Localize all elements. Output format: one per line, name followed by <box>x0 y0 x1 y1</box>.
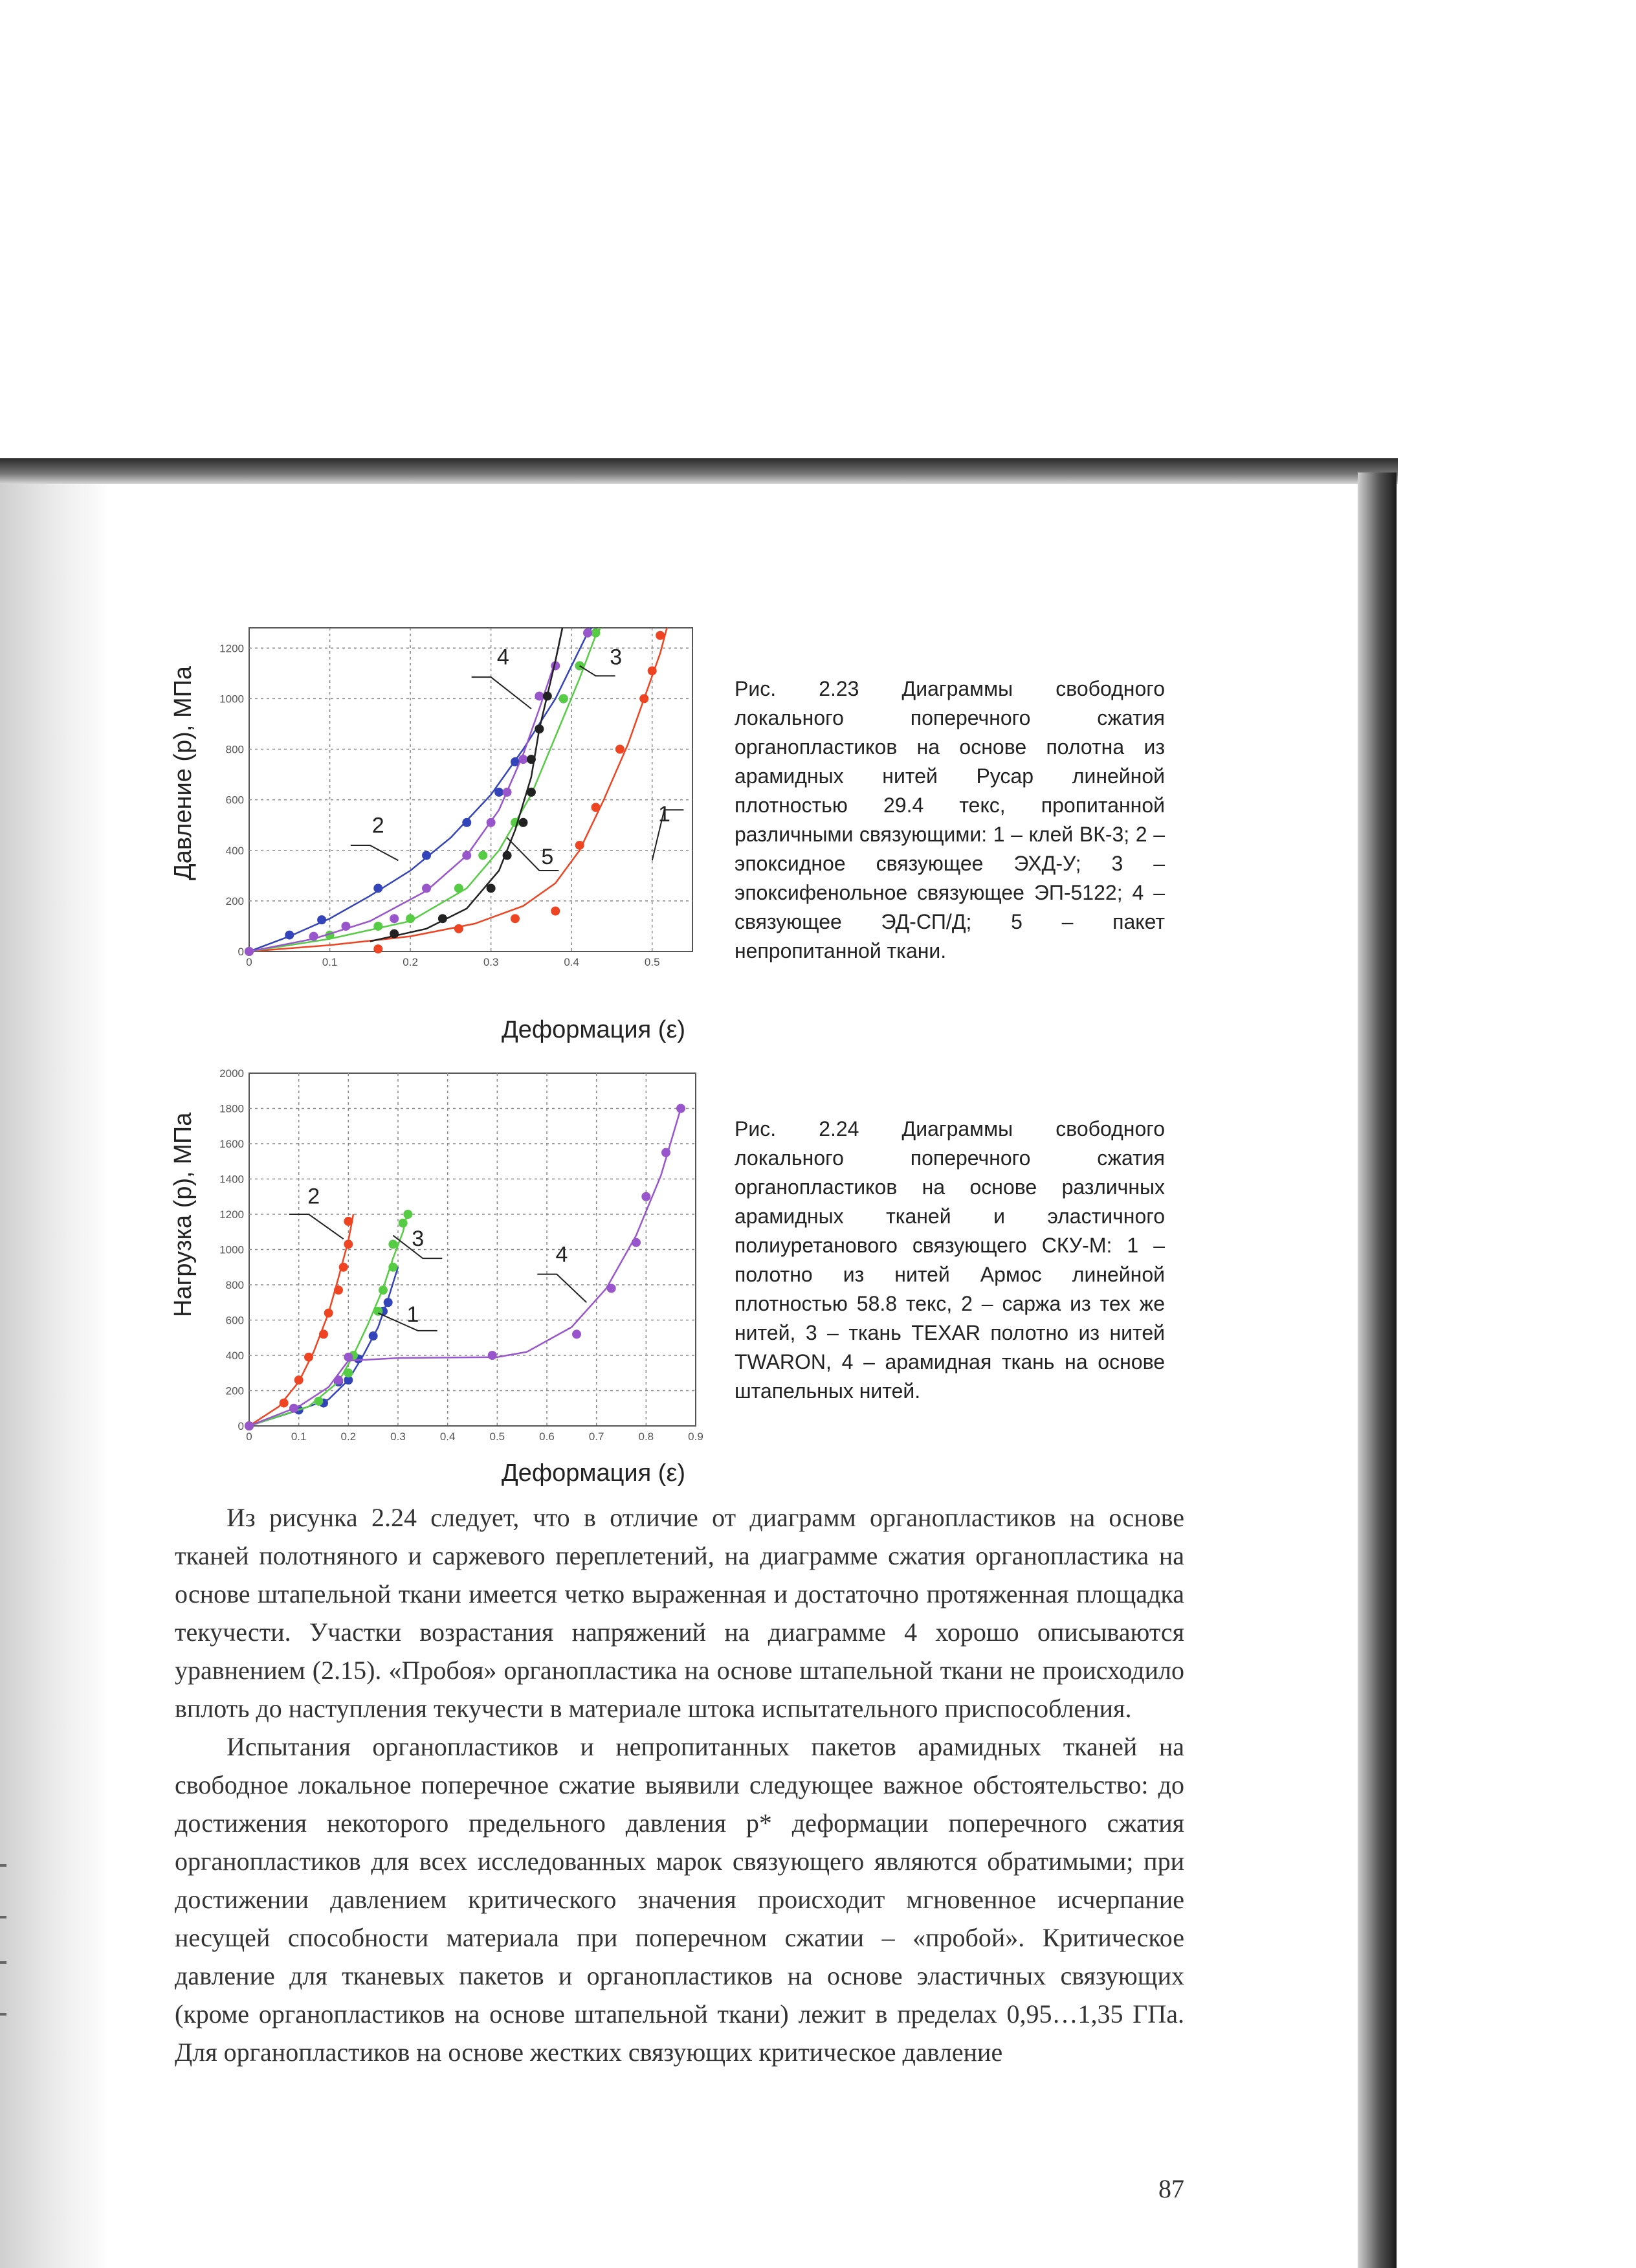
series-2-point <box>285 931 294 940</box>
series-4-point <box>518 755 527 764</box>
series-4-point <box>341 922 350 931</box>
series-5-point <box>390 929 399 939</box>
y-tick-label: 200 <box>225 1384 244 1397</box>
series-2-point <box>319 1329 328 1339</box>
y-tick-label: 600 <box>225 1314 244 1327</box>
series-3-point <box>388 1263 397 1272</box>
series-3-point <box>403 1210 412 1219</box>
series-3-point <box>591 628 601 638</box>
figure-2-24-chart <box>162 1068 718 1495</box>
paragraph: Из рисунка 2.24 следует, что в отличие от диаграмм органопластиков на основе тканей полотняного и саржевого переплетений, на диаграмме сжатия органопластика на основе штапельной ткани имеется четко выраженная и достаточно протяженная площадка текучести. Участки возрастания напряжений на диаграмме 4 хорошо описываются уравнением (2.15). «Пробоя» органопластика на основе штапельной ткани не происходило вплоть до наступления текучести в материале штока испытательного приспособления. <box>175 1503 1184 1723</box>
body-text <box>175 1498 1184 2071</box>
curve-label: 2 <box>371 813 384 838</box>
figure-2-23-chart <box>162 621 718 1062</box>
series-2-point <box>304 1353 313 1362</box>
series-4-point <box>487 818 496 827</box>
series-4-point <box>245 947 254 956</box>
series-1-point <box>369 1331 378 1340</box>
curve-label: 2 <box>307 1184 320 1209</box>
series-2-point <box>294 1375 304 1384</box>
y-tick-label: 1200 <box>219 1208 244 1221</box>
series-3-point <box>559 694 568 703</box>
scan-marks <box>0 1864 9 2058</box>
curve-label: 3 <box>610 645 623 670</box>
series-1-point <box>373 944 382 953</box>
curve-label: 4 <box>555 1242 568 1267</box>
y-axis-title: Давление (р), МПа <box>170 665 197 880</box>
series-5-point <box>438 914 447 923</box>
series-2-point <box>373 884 382 893</box>
series-4-point <box>289 1404 298 1413</box>
curve-label: 1 <box>406 1302 419 1328</box>
series-5-point <box>527 755 536 764</box>
curve-label: 5 <box>541 845 554 870</box>
series-2-point <box>422 851 431 860</box>
series-3-point <box>478 851 487 860</box>
series-4-point <box>676 1104 685 1113</box>
x-tick-label: 0 <box>246 956 252 968</box>
series-2-point <box>317 915 326 924</box>
series-4-point <box>583 628 592 638</box>
series-3-point <box>388 1240 397 1249</box>
paragraph: Испытания органопластиков и непропитанных пакетов арамидных тканей на свободное локальное поперечное сжатие выявили следующее важное обстоятельство: до достижения некоторого предельного давления p* деформации поперечного сжатия органопластиков для всех исследованных марок связующего являются обратимыми; при достижении давлением критического значения происходит мгновенное исчерпание несущей способности материала при поперечном сжатии – «пробой». Критическое давление для тканевых пакетов и органопластиков на основе эластичных связующих (кроме органопластиков на основе штапельной ткани) лежит в пределах 0,95…1,35 ГПа. Для органопластиков на основе жестких связующих критическое давление <box>175 1732 1184 2067</box>
series-4-point <box>390 914 399 923</box>
series-1-point <box>591 803 601 812</box>
x-tick-label: 0.4 <box>439 1430 456 1443</box>
series-4-point <box>572 1329 581 1339</box>
series-5-point <box>543 691 552 700</box>
series-1-point <box>639 694 648 703</box>
x-tick-label: 0.4 <box>564 956 580 968</box>
y-tick-label: 2000 <box>219 1067 244 1080</box>
x-tick-label: 0.5 <box>489 1430 505 1443</box>
curve-label: 1 <box>658 801 670 827</box>
x-tick-label: 0.1 <box>291 1430 307 1443</box>
series-3-point <box>406 914 415 923</box>
series-4-point <box>607 1284 616 1293</box>
series-3-point <box>373 922 382 931</box>
series-1-point <box>615 745 625 754</box>
x-tick-label: 0.3 <box>483 956 499 968</box>
series-1-point <box>511 914 520 923</box>
series-5-point <box>487 884 496 893</box>
y-tick-label: 800 <box>225 743 244 756</box>
y-tick-label: 800 <box>225 1279 244 1291</box>
series-5-point <box>503 851 512 860</box>
y-tick-label: 600 <box>225 794 244 806</box>
x-tick-label: 0.6 <box>539 1430 555 1443</box>
figure-2-24-plot <box>162 1068 718 1495</box>
series-1-point <box>551 907 560 916</box>
y-tick-label: 1200 <box>219 642 244 655</box>
page-fold-shadow <box>84 484 110 2268</box>
series-3-point <box>454 884 463 893</box>
series-1-point <box>454 924 463 933</box>
series-4-point <box>309 932 318 941</box>
series-4-point <box>334 1375 343 1384</box>
x-tick-label: 0.1 <box>322 956 338 968</box>
x-tick-label: 0.2 <box>403 956 418 968</box>
curve-label: 4 <box>496 645 509 670</box>
series-2-point <box>339 1263 348 1272</box>
series-4-point <box>641 1192 650 1201</box>
series-2-point <box>344 1217 353 1226</box>
book-right-edge <box>1358 472 1397 2268</box>
x-axis-title: Деформация (ε) <box>502 1016 686 1043</box>
series-3-point <box>399 1219 408 1228</box>
x-axis-title: Деформация (ε) <box>502 1460 686 1487</box>
left-page-edge <box>0 484 84 2268</box>
x-tick-label: 0 <box>246 1430 252 1443</box>
series-4-point <box>535 691 544 700</box>
series-3-point <box>344 1368 353 1377</box>
series-5-point <box>535 724 544 733</box>
page-number: 87 <box>1158 2174 1184 2203</box>
y-tick-label: 0 <box>238 1420 244 1432</box>
series-4-point <box>422 884 431 893</box>
x-tick-label: 0.9 <box>688 1430 703 1443</box>
series-2-point <box>280 1399 289 1408</box>
y-tick-label: 200 <box>225 895 244 907</box>
y-tick-label: 1000 <box>219 1243 244 1256</box>
x-tick-label: 0.7 <box>588 1430 604 1443</box>
series-5-point <box>527 788 536 797</box>
y-tick-label: 1800 <box>219 1102 244 1115</box>
series-4-point <box>661 1148 670 1157</box>
book-top-edge <box>0 458 1398 484</box>
x-tick-label: 0.2 <box>340 1430 357 1443</box>
x-tick-label: 0.8 <box>638 1430 654 1443</box>
series-4-point <box>344 1353 353 1362</box>
y-axis-title: Нагрузка (р), МПа <box>170 1112 197 1317</box>
x-tick-label: 0.3 <box>390 1430 406 1443</box>
series-4-point <box>503 788 512 797</box>
series-2-point <box>344 1240 353 1249</box>
series-4-point <box>462 851 471 860</box>
figure-2-23-plot <box>162 621 718 1062</box>
y-tick-label: 1400 <box>219 1173 244 1186</box>
series-4-point <box>632 1238 641 1247</box>
figure-2-24-caption: Рис. 2.24 Диаграммы свободного локального поперечного сжатия органопластиков на основе различных арамидных тканей и эластичного полиуретанового связующего СКУ-М: 1 – полотно из нитей Армос линейной плотностью 58.8 текс, 2 – саржа из тех же нитей, 3 – ткань TEXAR полотно из нитей TWARON, 4 – арамидная ткань на основе штапельных нитей. <box>735 1117 1165 1403</box>
series-5-point <box>518 818 527 827</box>
x-tick-label: 0.5 <box>644 956 660 968</box>
series-3-point <box>314 1397 323 1406</box>
series-1-point <box>575 841 584 850</box>
y-tick-label: 1600 <box>219 1138 244 1150</box>
series-1-point <box>648 666 657 675</box>
series-2-point <box>324 1309 333 1318</box>
curve-label: 3 <box>412 1227 425 1252</box>
series-3-point <box>379 1285 388 1295</box>
series-2-point <box>334 1285 343 1295</box>
series-4-point <box>488 1351 497 1360</box>
series-4-point <box>245 1421 254 1430</box>
y-tick-label: 0 <box>238 946 244 958</box>
series-1-point <box>656 631 665 640</box>
y-tick-label: 400 <box>225 1350 244 1362</box>
series-1-point <box>384 1298 393 1307</box>
y-tick-label: 400 <box>225 844 244 857</box>
y-tick-label: 1000 <box>219 693 244 706</box>
series-2-point <box>494 788 503 797</box>
figure-2-23-caption: Рис. 2.23 Диаграммы свободного локального поперечного сжатия органопластиков на основе полотна из арамидных нитей Русар линейной плотностью 29.4 текс, пропитанной различными связующими: 1 – клей ВК-3; 2 – эпоксидное связующее ЭХД-У; 3 – эпоксифенольное связующее ЭП-5122; 4 – связующее ЭД-СП/Д; 5 – пакет непропитанной ткани. <box>735 677 1165 962</box>
series-2-point <box>462 818 471 827</box>
